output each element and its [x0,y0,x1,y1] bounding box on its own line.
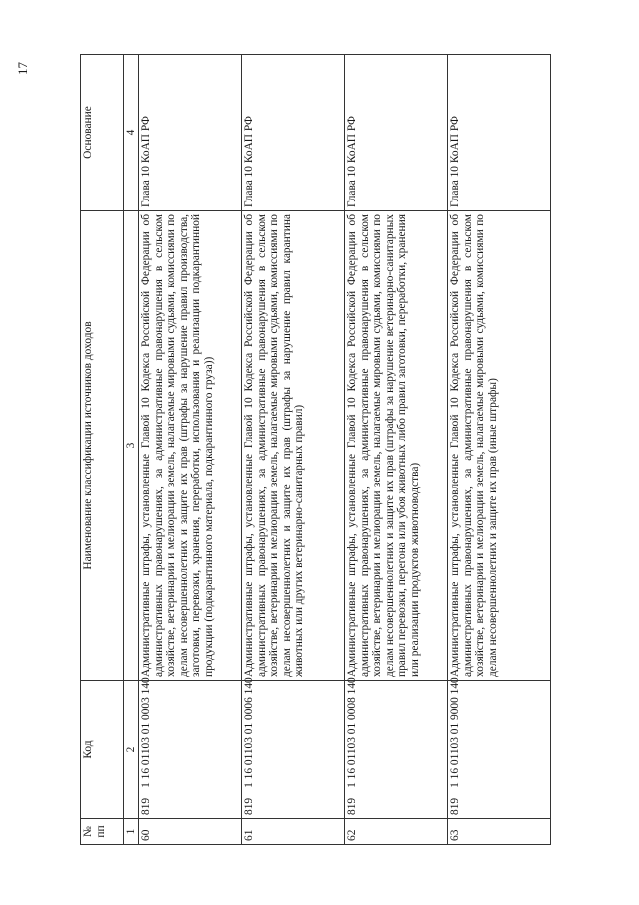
table-body [139,55,551,845]
row-number: 61 [242,819,345,845]
budget-code: 1 16 01103 01 9000 140 [449,677,461,788]
column-index-row [124,55,139,845]
header-name-label: Наименование классификации источников доходов [82,321,94,570]
table-row [448,55,551,845]
income-sources-table [80,54,551,845]
table-row [242,55,345,845]
budget-code: 1 16 01103 01 0006 140 [243,677,255,788]
row-code [139,677,242,819]
header-num [81,819,124,845]
header-basis [81,55,124,211]
row-basis: Глава 10 КоАП РФ [242,55,345,211]
table-row [345,55,448,845]
row-basis: Глава 10 КоАП РФ [448,55,551,211]
row-basis: Глава 10 КоАП РФ [139,55,242,211]
row-number: 63 [448,819,551,845]
admin-code: 819 [449,797,461,815]
header-name [81,211,124,681]
budget-code: 1 16 01103 01 0008 140 [346,677,358,788]
header-basis-label: Основание [82,106,94,159]
column-index: 4 [124,55,139,211]
row-number: 62 [345,819,448,845]
table-header [81,55,139,845]
row-number: 60 [139,819,242,845]
header-code-label: Код [82,740,94,759]
row-name: Административные штрафы, установленные Главой 10 Кодекса Российской Федерации об административных правонарушениях, за административные правонарушения в сельском хозяйстве, ветеринарии и мелиорации земель, налагаемые мировыми судьями, комиссиями по делам несовершеннолетних и защите их прав (штрафы за нарушение правил производства, заготовки, перевозки, хранения, переработки, использования и реализации подкарантинной продукции (подкарантинного материала, подкарантинного груза)) [139,211,242,681]
row-code [345,677,448,819]
budget-code: 1 16 01103 01 0003 140 [140,677,152,788]
column-index: 2 [124,681,139,819]
table-row [139,55,242,845]
column-index: 1 [124,819,139,845]
row-code [242,677,345,819]
column-index: 3 [124,211,139,681]
header-num-label: № пп [82,825,107,838]
header-row [81,55,124,845]
row-name: Административные штрафы, установленные Главой 10 Кодекса Российской Федерации об административных правонарушениях, за административные правонарушения в сельском хозяйстве, ветеринарии и мелиорации земель, налагаемые мировыми судьями, комиссиями по делам несовершеннолетних и защите их прав (штрафы за нарушение ветеринарно-санитарных правил перевозки, перегона или убоя животных либо правил заготовки, переработки, хранения или реализации продуктов животноводства) [345,211,448,681]
admin-code: 819 [140,797,152,815]
row-code [448,677,551,819]
row-basis: Глава 10 КоАП РФ [345,55,448,211]
row-name: Административные штрафы, установленные Главой 10 Кодекса Российской Федерации об административных правонарушениях, за административные правонарушения в сельском хозяйстве, ветеринарии и мелиорации земель, налагаемые мировыми судьями, комиссиями по делам несовершеннолетних и защите их прав (штрафы за нарушение правил карантина животных или других ветеринарно-санитарных правил) [242,211,345,681]
header-code [81,681,124,819]
row-name: Административные штрафы, установленные Главой 10 Кодекса Российской Федерации об административных правонарушениях, за административные правонарушения в сельском хозяйстве, ветеринарии и мелиорации земель, налагаемые мировыми судьями, комиссиями по делам несовершеннолетних и защите их прав (иные штрафы) [448,211,551,681]
admin-code: 819 [243,797,255,815]
admin-code: 819 [346,797,358,815]
rotated-table-container [80,55,610,845]
page-number: 17 [15,62,30,76]
